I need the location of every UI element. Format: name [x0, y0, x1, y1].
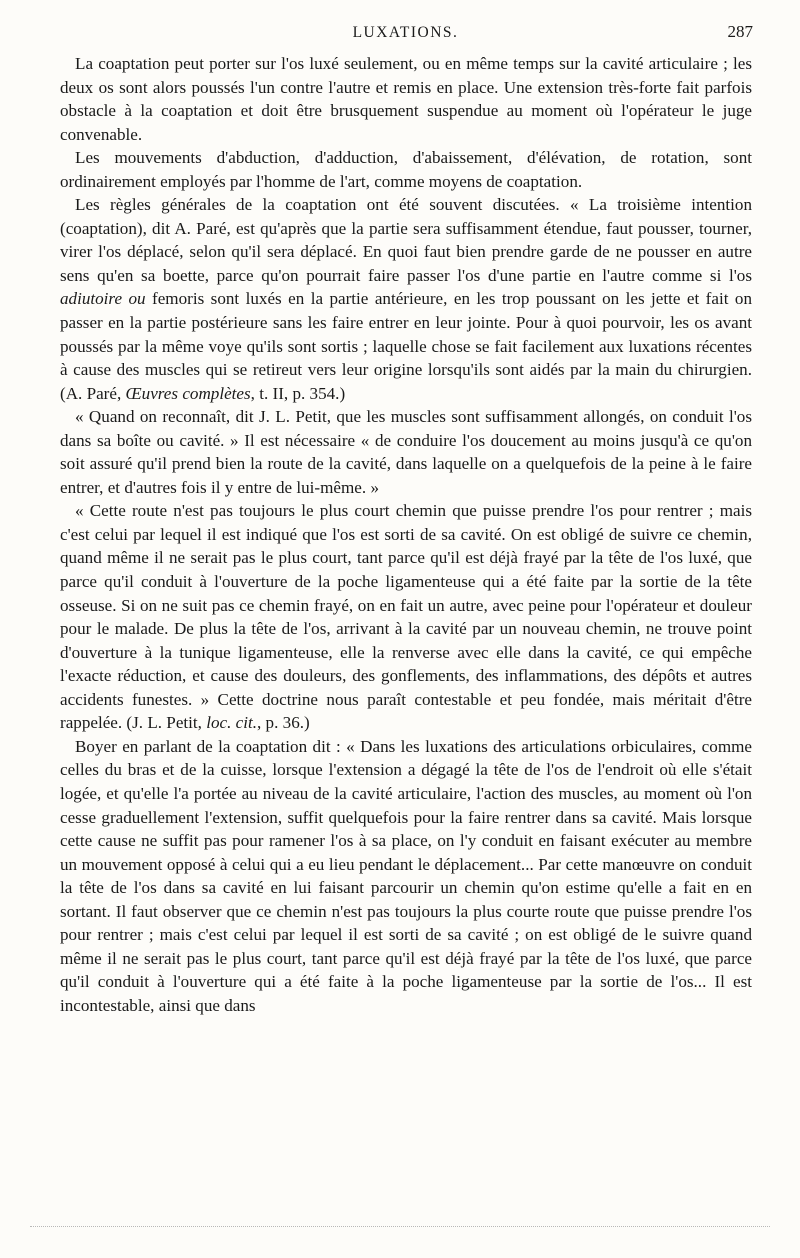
paragraph-text: « Cette route n'est pas toujours le plus court chemin que puisse prendre l'os pour rentrer ; mais c'est celui par lequel il est indiqué que l'os est sorti de sa cavité. On est obligé de suivre ce chemin, quand même il ne serait pas le plus court, tant parce qu'il est déjà frayé par la tête de l'os luxé, que parce qu'il conduit à l'ouverture de la poche ligamenteuse qui a été faite par la sortie de la tête osseuse. Si on ne suit pas ce chemin frayé, on en fait un autre, avec peine pour l'opérateur et douleur pour le malade. De plus la tête de l'os, arrivant à la cavité par un nouveau chemin, ne trouve point d'ouverture à la tunique ligamenteuse, elle la renverse avec elle dans la cavité, ce qui empêche l'exacte réduction, et cause des douleurs, des gonflements, des inflammations, des dépôts et autres accidents funestes. » Cette doctrine nous paraît contestable et peu fondée, mais méritait d'être rappelée. (J. L. Petit,: [60, 501, 752, 733]
italic-citation: Œuvres complètes: [125, 383, 251, 403]
paragraph: [60, 405, 752, 499]
paragraph-text: Les mouvements d'abduction, d'adduction, d'abaissement, d'élévation, de rotation, sont ordinairement employés par l'homme de l'art, comme moyens de coaptation.: [60, 148, 752, 191]
italic-citation: loc. cit.: [206, 713, 257, 733]
paragraph: [60, 193, 752, 405]
page-body: [60, 52, 752, 1017]
paragraph-text: Boyer en parlant de la coaptation dit : « Dans les luxations des articulations orbiculaires, comme celles du bras et de la cuisse, lorsque l'extension a dégagé la tête de l'os de l'endroit où elle s'était logée, et qu'elle l'a portée au niveau de la cavité articulaire, l'action des muscles, au moment où l'on cesse graduellement l'extension, suffit quelquefois pour la faire rentrer dans sa cavité. Mais lorsque cette cause ne suffit pas pour ramener l'os à sa place, on l'y conduit en faisant exécuter au membre un mouvement opposé à celui qui a eu lieu pendant le déplacement... Par cette manœuvre on conduit la tête de l'os dans sa cavité en lui faisant parcourir un chemin qu'on estime qu'elle a fait en en sortant. Il faut observer que ce chemin n'est pas toujours la plus courte route que puisse prendre l'os pour rentrer ; mais c'est celui par lequel il est sorti de sa cavité ; on est obligé de le suivre quand même il ne serait pas le plus court, tant parce qu'il est déjà frayé par la tête de l'os luxé, que parce qu'il conduit à l'ouverture qui a été faite à la poche ligamenteuse par la sortie de l'os... Il est incontestable, ainsi que dans: [60, 736, 752, 1015]
paragraph-text: Les règles générales de la coaptation ont été souvent discutées. « La troisième intention (coaptation), dit A. Paré, est qu'après que la partie sera suffisamment étendue, faut pousser, tourner, virer l'os déplacé, selon qu'il sera déplacé. En quoi faut bien prendre garde de ne pousser en autre sens qu'en sa boette, parce qu'on pourrait faire passer l'os d'une partie en l'autre comme si l'os: [60, 195, 752, 285]
paragraph: [60, 146, 752, 193]
paragraph-text: , t. II, p. 354.): [250, 383, 346, 403]
paragraph: [60, 735, 752, 1018]
running-title: LUXATIONS.: [352, 24, 459, 41]
paragraph: [60, 52, 752, 146]
paragraph-text: La coaptation peut porter sur l'os luxé seulement, ou en même temps sur la cavité articulaire ; les deux os sont alors poussés l'un contre l'autre et remis en place. Une extension très-forte fait parfois obstacle à la coaptation et doit être brusquement suspendue au moment où l'opérateur le juge convenable.: [60, 54, 752, 144]
paragraph-text: « Quand on reconnaît, dit J. L. Petit, que les muscles sont suffisamment allongés, on conduit l'os dans sa boîte ou cavité. » Il est nécessaire « de conduire l'os doucement au moins jusqu'à ce qu'on soit assuré qu'il prend bien la route de la cavité, dans laquelle on a quelquefois de la peine à le faire entrer, et d'autres fois il y entre de lui-même. »: [60, 407, 752, 497]
italic-term: adiutoire ou: [60, 289, 146, 309]
footer-divider: [30, 1226, 770, 1227]
page-number: 287: [727, 22, 753, 41]
paragraph: [60, 499, 752, 734]
paragraph-text: femoris sont luxés en la partie antérieure, en les trop poussant on les jette et fait on passer en la partie postérieure sans les faire entrer en leur jointe. Pour à quoi pourvoir, les os avant poussés par la même voye qu'ils sont sortis ; laquelle chose se fait facilement aux luxations récentes à cause des muscles qui se retireut vers leur origine lorsqu'ils sont aidés par la main du chirurgien. (A. Paré,: [60, 289, 752, 403]
paragraph-text: , p. 36.): [257, 713, 310, 733]
page-header: [58, 22, 753, 46]
